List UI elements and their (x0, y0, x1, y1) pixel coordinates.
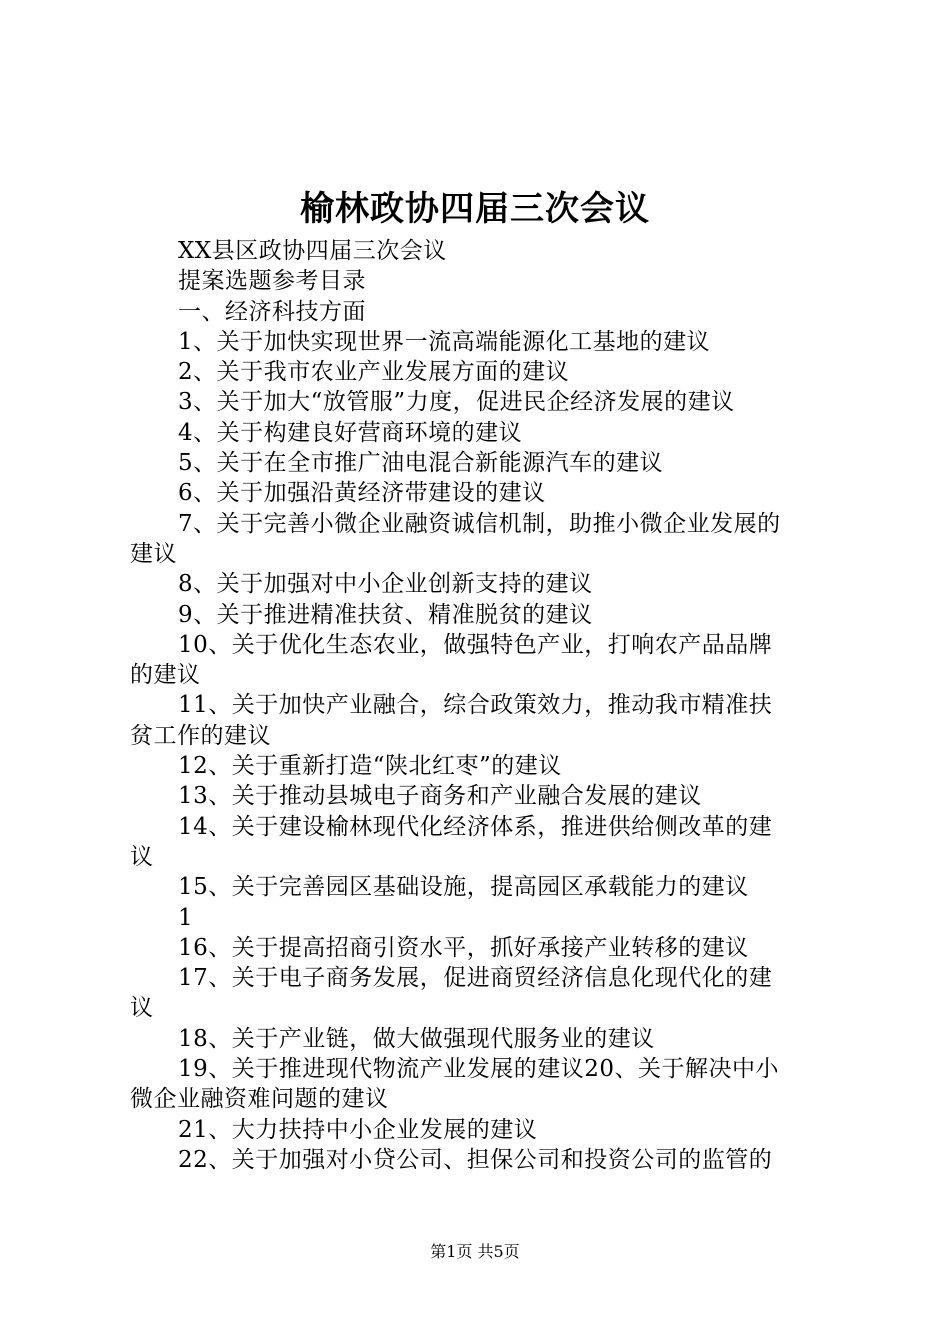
body-line: 10、关于优化生态农业，做强特色产业，打响农产品品牌 (178, 631, 773, 658)
body-line: 4、关于构建良好营商环境的建议 (178, 419, 523, 446)
body-line: 21、大力扶持中小企业发展的建议 (178, 1116, 538, 1143)
body-line-continuation: 建议 (130, 540, 177, 567)
document-title: 榆林政协四届三次会议 (300, 189, 650, 229)
body-line: 6、关于加强沿黄经济带建设的建议 (178, 480, 546, 507)
body-line: 7、关于完善小微企业融资诚信机制，助推小微企业发展的 (178, 510, 781, 537)
body-line: 13、关于推动县城电子商务和产业融合发展的建议 (178, 783, 702, 810)
body-line: 5、关于在全市推广油电混合新能源汽车的建议 (178, 450, 664, 477)
body-line: 15、关于完善园区基础设施，提高园区承载能力的建议 (178, 874, 749, 901)
body-line: 16、关于提高招商引资水平，抓好承接产业转移的建议 (178, 934, 749, 961)
body-line: 12、关于重新打造“陕北红枣”的建议 (178, 753, 562, 780)
body-line: 提案选题参考目录 (178, 268, 366, 295)
body-line: 18、关于产业链，做大做强现代服务业的建议 (178, 1025, 655, 1052)
body-line: XX县区政协四届三次会议 (178, 238, 447, 264)
body-line: 1、关于加快实现世界一流高端能源化工基地的建议 (178, 328, 711, 355)
body-line-continuation: 微企业融资难问题的建议 (130, 1086, 389, 1113)
body-line-continuation: 的建议 (130, 662, 201, 689)
body-line: 9、关于推进精准扶贫、精准脱贫的建议 (178, 601, 593, 628)
body-line: 2、关于我市农业产业发展方面的建议 (178, 359, 570, 386)
body-line: 17、关于电子商务发展，促进商贸经济信息化现代化的建 (178, 965, 773, 992)
body-line-continuation: 贫工作的建议 (130, 722, 271, 749)
body-line: 19、关于推进现代物流产业发展的建议20、关于解决中小 (178, 1056, 780, 1083)
body-line: 22、关于加强对小贷公司、担保公司和投资公司的监管的 (178, 1146, 773, 1173)
body-line: 14、关于建设榆林现代化经济体系，推进供给侧改革的建 (178, 813, 773, 840)
body-line: 11、关于加快产业融合，综合政策效力，推动我市精准扶 (178, 692, 773, 719)
body-line-continuation: 议 (130, 995, 154, 1022)
body-line: 3、关于加大“放管服”力度，促进民企经济发展的建议 (178, 389, 735, 416)
document-body (130, 236, 832, 1175)
body-line: 8、关于加强对中小企业创新支持的建议 (178, 571, 593, 598)
page-footer: 第1页 共5页 (430, 1242, 520, 1261)
body-line: 1 (178, 904, 194, 931)
body-line: 一、经济科技方面 (178, 298, 366, 325)
body-line-continuation: 议 (130, 843, 154, 870)
